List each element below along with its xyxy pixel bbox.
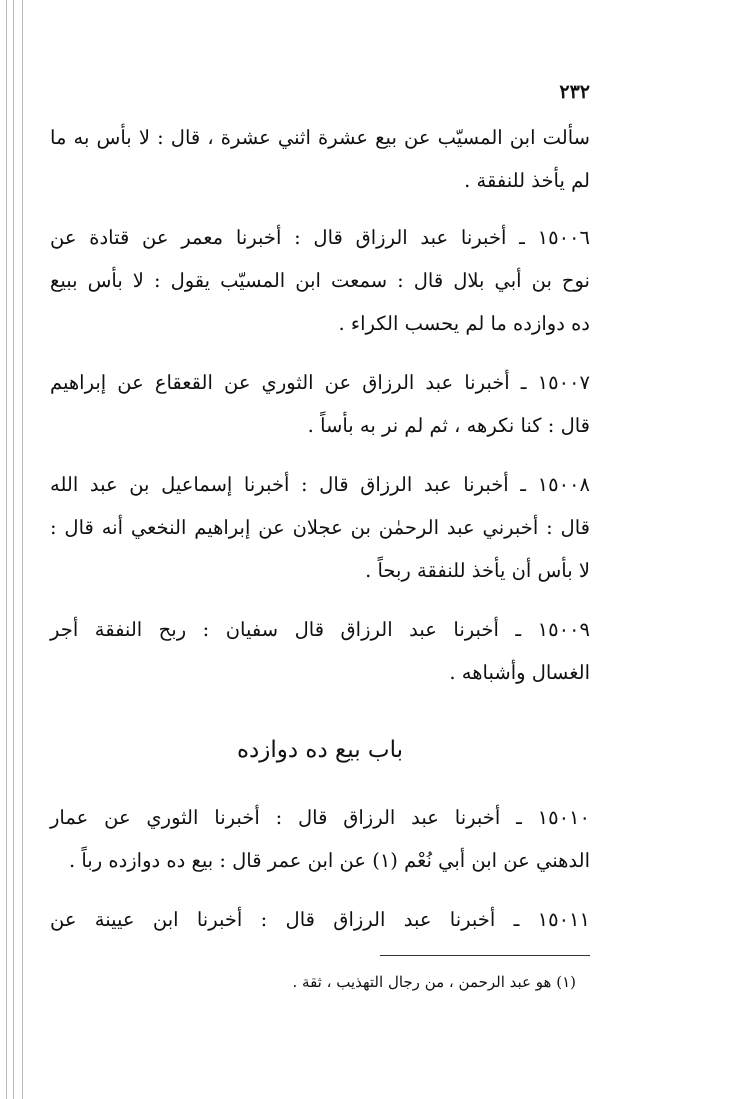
- binding-edge: [0, 0, 40, 1099]
- text-line: ده دوازده ما لم يحسب الكراء .: [338, 312, 590, 335]
- text-line: ١٥٠٠٧ ـ أخبرنا عبد الرزاق عن الثوري عن القعقاع عن إبراهيم: [50, 371, 590, 394]
- hadith-15006: [50, 216, 590, 345]
- binding-line: [6, 0, 7, 1099]
- chapter-title: باب بيع ده دوازده: [236, 737, 403, 763]
- footnote-divider: [380, 955, 590, 956]
- text-line: الغسال وأشباهه .: [449, 661, 590, 684]
- text-line: لا بأس أن يأخذ للنفقة ربحاً .: [365, 559, 590, 582]
- hadith-15011: [50, 898, 590, 941]
- hadith-15009: [50, 608, 590, 694]
- text-line: ١٥٠٠٨ ـ أخبرنا عبد الرزاق قال : أخبرنا إسماعيل بن عبد الله: [50, 473, 590, 496]
- hadith-15007: [50, 361, 590, 447]
- book-page: [50, 78, 590, 994]
- text-line: قال : أخبرني عبد الرحمٰن بن عجلان عن إبراهيم النخعي أنه قال :: [50, 516, 590, 539]
- text-line: نوح بن أبي بلال قال : سمعت ابن المسيّب يقول : لا بأس ببيع: [50, 269, 590, 292]
- text-line: ١٥٠٠٩ ـ أخبرنا عبد الرزاق قال سفيان : ربح النفقة أجر: [50, 618, 590, 641]
- text-line: ١٥٠١٠ ـ أخبرنا عبد الرزاق قال : أخبرنا الثوري عن عمار: [50, 806, 590, 829]
- page-number: ٢٣٢: [559, 81, 590, 103]
- text-line: لم يأخذ للنفقة .: [464, 169, 590, 192]
- text-line: الدهني عن ابن أبي نُعْم (١) عن ابن عمر قال : بيع ده دوازده رباً .: [68, 849, 590, 872]
- binding-line: [13, 0, 14, 1099]
- binding-line: [22, 0, 23, 1099]
- footnote: (١) هو عبد الرحمن ، من رجال التهذيب ، ثقة .: [292, 973, 576, 991]
- hadith-15008: [50, 463, 590, 592]
- text-line: سألت ابن المسيّب عن بيع عشرة اثني عشرة ، قال : لا بأس به ما: [50, 126, 590, 149]
- text-line: قال : كنا نكرهه ، ثم لم نر به بأساً .: [307, 414, 590, 437]
- paragraph: [50, 116, 590, 202]
- text-line: ١٥٠١١ ـ أخبرنا عبد الرزاق قال : أخبرنا ابن عيينة عن: [50, 908, 590, 931]
- hadith-15010: [50, 796, 590, 882]
- text-line: ١٥٠٠٦ ـ أخبرنا عبد الرزاق قال : أخبرنا معمر عن قتادة عن: [50, 226, 590, 249]
